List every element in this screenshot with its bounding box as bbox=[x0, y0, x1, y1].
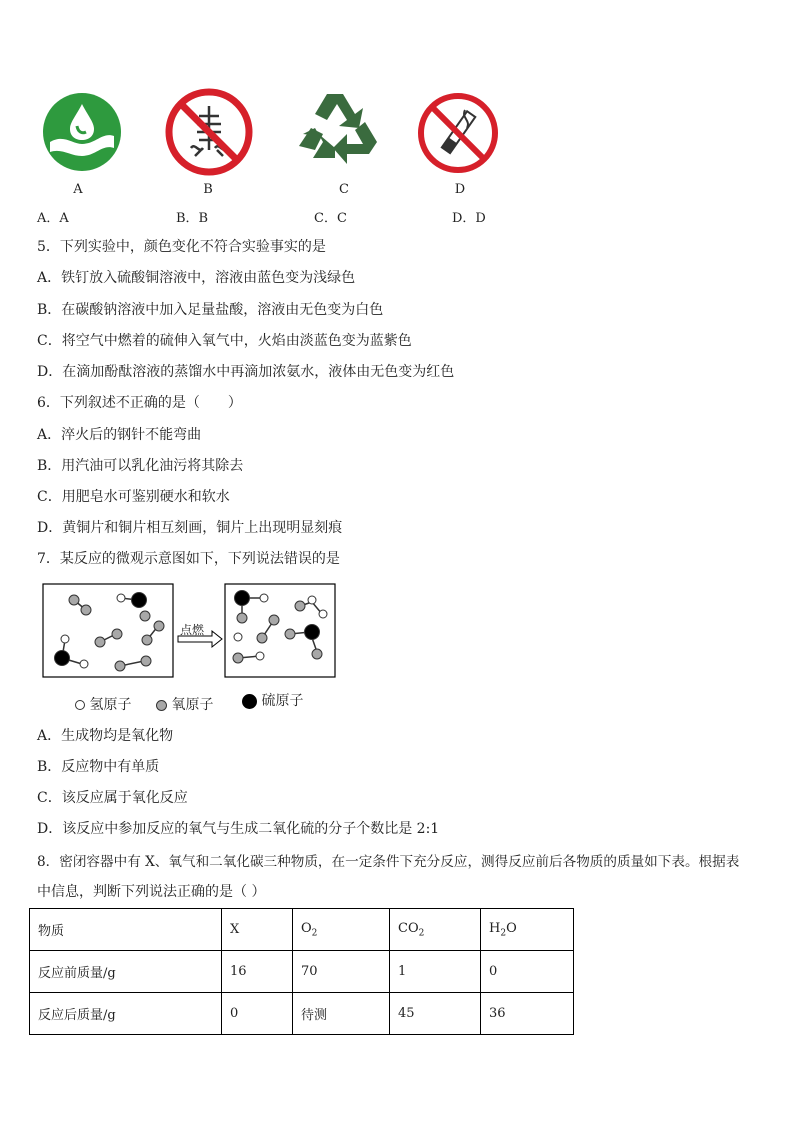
q8-stem-line1: 8．密闭容器中有 X、氧气和二氧化碳三种物质，在一定条件下充分反应，测得反应前后各物质的质量如下表。根据表 bbox=[37, 854, 740, 870]
q7-option-b[interactable]: B．反应物中有单质 bbox=[37, 759, 160, 775]
row-label: 反应后质量/g bbox=[30, 993, 222, 1035]
table-cell: 70 bbox=[293, 951, 390, 993]
legend-oxygen bbox=[156, 694, 213, 714]
q6-option-a[interactable]: A．淬火后的钢针不能弯曲 bbox=[37, 427, 202, 443]
recycle-icon bbox=[297, 88, 385, 172]
header-x: X bbox=[222, 909, 293, 951]
mass-table bbox=[29, 908, 574, 1035]
q7-option-a[interactable]: A．生成物均是氧化物 bbox=[37, 728, 174, 744]
header-co2: $CO_2$ bbox=[390, 909, 481, 951]
q5-option-a[interactable]: A．铁钉放入硫酸铜溶液中，溶液由蓝色变为浅绿色 bbox=[37, 270, 356, 286]
q4-option-d[interactable]: D．D bbox=[452, 211, 486, 226]
legend-sulfur-label: 硫原子 bbox=[261, 693, 304, 709]
q5-option-b[interactable]: B．在碳酸钠溶液中加入足量盐酸，溶液由无色变为白色 bbox=[37, 302, 384, 318]
table-row bbox=[30, 951, 574, 993]
q6-option-b[interactable]: B．用汽油可以乳化油污将其除去 bbox=[37, 458, 244, 474]
q5-option-c[interactable]: C．将空气中燃着的硫伸入氧气中，火焰由淡蓝色变为蓝紫色 bbox=[37, 333, 412, 349]
oxygen-atom-icon bbox=[156, 700, 167, 711]
q6-option-c[interactable]: C．用肥皂水可鉴别硬水和软水 bbox=[37, 489, 230, 505]
table-cell: 0 bbox=[481, 951, 574, 993]
q4-option-c[interactable]: C．C bbox=[314, 211, 347, 226]
icon-caption-c: C bbox=[339, 182, 349, 197]
icon-caption-d: D bbox=[454, 182, 466, 197]
icon-caption-b: B bbox=[203, 182, 213, 197]
legend-hydrogen bbox=[75, 694, 131, 714]
q8-stem-line2: 中信息，判断下列说法正确的是（ ） bbox=[37, 884, 266, 900]
table-cell: 待测 bbox=[293, 993, 390, 1035]
header-substance: 物质 bbox=[30, 909, 222, 951]
legend-sulfur bbox=[242, 690, 303, 710]
legend-oxygen-label: 氧原子 bbox=[171, 697, 214, 713]
table-cell: 1 bbox=[390, 951, 481, 993]
q7-option-d[interactable]: D．该反应中参加反应的氧气与生成二氧化硫的分子个数比是 2:1 bbox=[37, 821, 440, 837]
q5-option-d[interactable]: D．在滴加酚酞溶液的蒸馏水中再滴加浓氨水，液体由无色变为红色 bbox=[37, 364, 455, 380]
table-cell: 16 bbox=[222, 951, 293, 993]
q6-option-d[interactable]: D．黄铜片和铜片相互刻画，铜片上出现明显刻痕 bbox=[37, 520, 343, 536]
table-cell: 45 bbox=[390, 993, 481, 1035]
hydrogen-atom-icon bbox=[75, 700, 85, 710]
no-smoking-icon bbox=[417, 92, 499, 178]
header-o2: $O_2$ bbox=[293, 909, 390, 951]
table-cell: 36 bbox=[481, 993, 574, 1035]
table-header-row bbox=[30, 909, 574, 951]
water-saving-icon bbox=[42, 92, 122, 176]
no-fireworks-icon bbox=[165, 88, 253, 180]
row-label: 反应前质量/g bbox=[30, 951, 222, 993]
q5-stem: 5．下列实验中，颜色变化不符合实验事实的是 bbox=[37, 239, 326, 255]
q4-option-a[interactable]: A．A bbox=[37, 211, 69, 226]
reaction-arrow-label: 点燃 bbox=[180, 623, 205, 637]
q7-option-c[interactable]: C．该反应属于氧化反应 bbox=[37, 790, 188, 806]
icon-caption-a: A bbox=[73, 182, 83, 197]
table-cell: 0 bbox=[222, 993, 293, 1035]
q6-stem: 6．下列叙述不正确的是（ ） bbox=[37, 395, 242, 411]
table-row bbox=[30, 993, 574, 1035]
q4-option-b[interactable]: B．B bbox=[176, 211, 209, 226]
header-h2o: $H_2O$ bbox=[481, 909, 574, 951]
q7-stem: 7．某反应的微观示意图如下，下列说法错误的是 bbox=[37, 551, 340, 567]
legend-hydrogen-label: 氢原子 bbox=[89, 697, 132, 713]
sulfur-atom-icon bbox=[242, 694, 257, 709]
